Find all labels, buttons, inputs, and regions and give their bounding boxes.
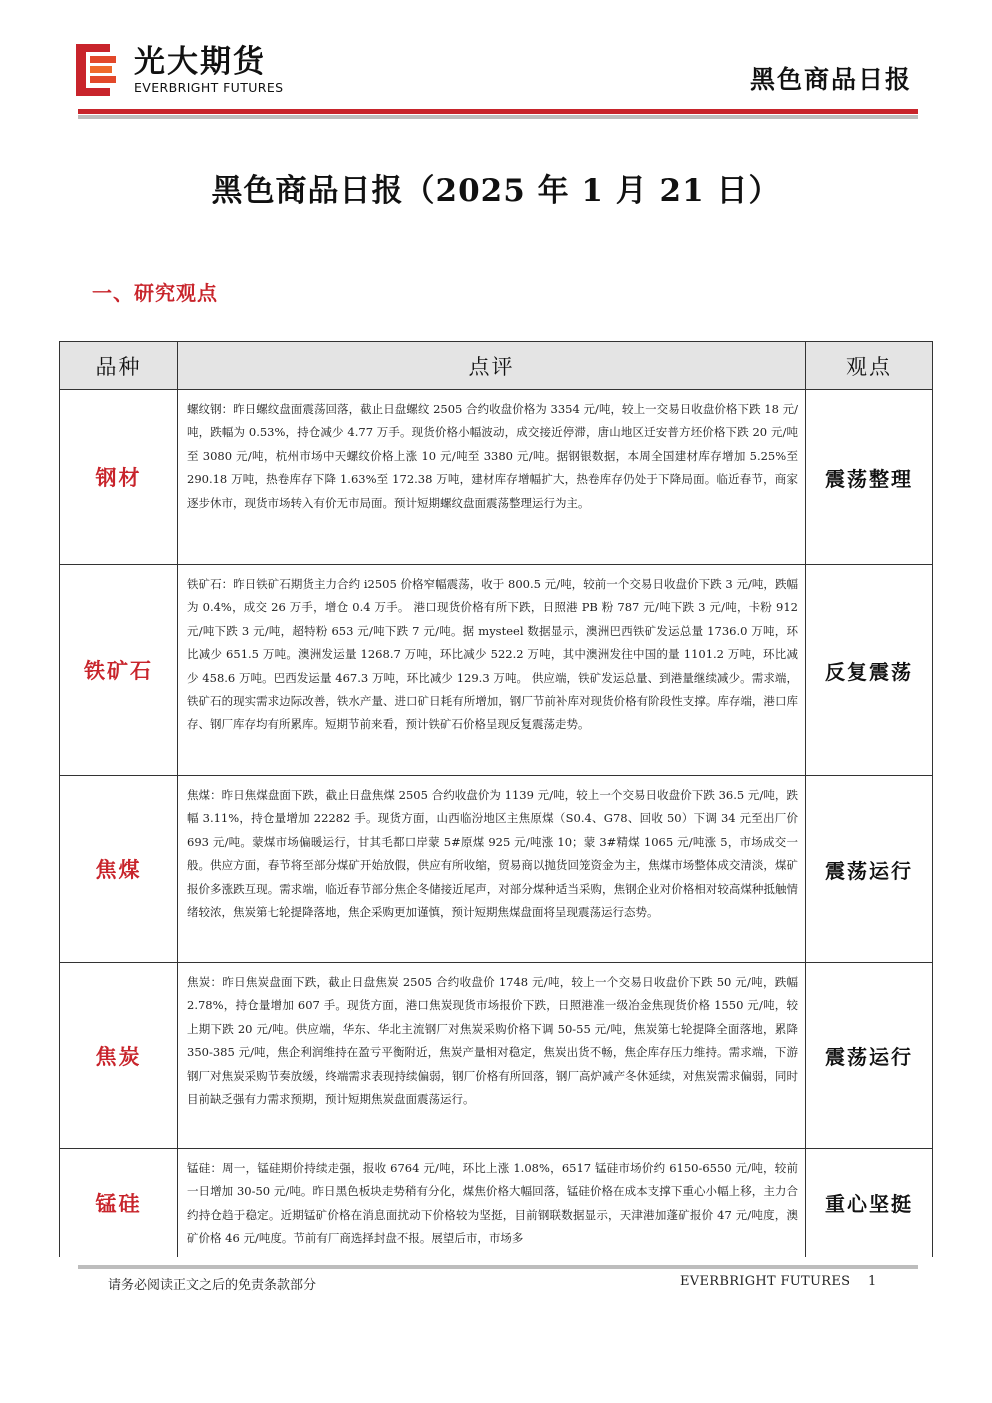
row-view: 反复震荡 (806, 565, 933, 776)
table-row (60, 390, 933, 565)
row-category: 焦煤 (60, 776, 178, 963)
page-header (0, 0, 992, 130)
footer-disclaimer: 请务必阅读正文之后的免责条款部分 (108, 1278, 317, 1293)
row-view: 震荡运行 (806, 963, 933, 1149)
row-category: 钢材 (60, 390, 178, 565)
row-category: 铁矿石 (60, 565, 178, 776)
header-comment: 点评 (178, 342, 806, 390)
row-category: 锰硅 (60, 1149, 178, 1257)
row-comment: 焦炭：昨日焦炭盘面下跌，截止日盘焦炭 2505 合约收盘价 1748 元/吨，较上一个交易日收盘价下跌 50 元/吨，跌幅 2.78%，持仓量增加 607 手。现货方面，港口焦炭现货市场报价下跌，日照港准一级冶金焦现货价格 1550 元/吨，较上期下跌 20 元/吨。供应端，华东、华北主流钢厂对焦炭采购价格下调 50-55 元/吨，焦炭第七轮提降全面落地，累降 350-385 元/吨，焦企利润维持在盈亏平衡附近，焦炭产量相对稳定，焦炭出货不畅，焦企库存压力维持。需求端，下游钢厂对焦炭采购节奏放缓，终端需求表现持续偏弱，钢厂价格有所回落，钢厂高炉减产冬休延续，对焦炭需求偏弱，同时目前缺乏强有力需求预期，预计短期焦炭盘面震荡运行。 (178, 963, 806, 1149)
logo-chinese-name: 光大期货 (134, 44, 266, 80)
research-table (59, 341, 933, 1257)
row-category: 焦炭 (60, 963, 178, 1149)
section-title: 一、研究观点 (92, 281, 218, 305)
row-view: 震荡整理 (806, 390, 933, 565)
header-gray-rule (78, 115, 918, 119)
page-number: 1 (868, 1274, 877, 1289)
footer-rule (78, 1265, 918, 1269)
row-view: 震荡运行 (806, 776, 933, 963)
everbright-logo-icon (76, 44, 118, 96)
row-view: 重心坚挺 (806, 1149, 933, 1257)
header-category: 品种 (60, 342, 178, 390)
table-row (60, 1149, 933, 1257)
row-comment: 铁矿石：昨日铁矿石期货主力合约 i2505 价格窄幅震荡，收于 800.5 元/吨，较前一个交易日收盘价下跌 3 元/吨，跌幅为 0.4%，成交 26 万手，增仓 0.4 万手。 港口现货价格有所下跌，日照港 PB 粉 787 元/吨下跌 3 元/吨，卡粉 912 元/吨下跌 3 元/吨，超特粉 653 元/吨下跌 7 元/吨。据 mysteel 数据显示，澳洲巴西铁矿发运总量 1736.0 万吨，环比减少 651.5 万吨。澳洲发运量 1268.7 万吨，环比减少 522.2 万吨，其中澳洲发往中国的量 1101.2 万吨，环比减少 458.6 万吨。巴西发运量 467.3 万吨，环比减少 129.3 万吨。 供应端，铁矿发运总量、到港量继续减少。需求端，铁矿石的现实需求边际改善，铁水产量、进口矿日耗有所增加，钢厂节前补库对现货价格有阶段性支撑。库存端，港口库存、钢厂库存均有所累库。短期节前来看，预计铁矿石价格呈现反复震荡走势。 (178, 565, 806, 776)
table-row (60, 565, 933, 776)
table-header-row (60, 342, 933, 390)
row-comment: 螺纹钢：昨日螺纹盘面震荡回落，截止日盘螺纹 2505 合约收盘价格为 3354 元/吨，较上一交易日收盘价格下跌 18 元/吨，跌幅为 0.53%，持仓减少 4.77 万手。现货价格小幅波动，成交接近停滞，唐山地区迁安普方坯价格下跌 20 元/吨至 3080 元/吨，杭州市场中天螺纹价格上涨 10 元/吨至 3380 元/吨。据钢银数据，本周全国建材库存增加 5.25%至 290.18 万吨，热卷库存下降 1.63%至 172.38 万吨，建材库存增幅扩大，热卷库存仍处于下降局面。临近春节，商家逐步休市，现货市场转入有价无市局面。预计短期螺纹盘面震荡整理运行为主。 (178, 390, 806, 565)
footer-brand: EVERBRIGHT FUTURES (680, 1274, 851, 1289)
header-view: 观点 (806, 342, 933, 390)
table-row (60, 776, 933, 963)
row-comment: 焦煤：昨日焦煤盘面下跌，截止日盘焦煤 2505 合约收盘价为 1139 元/吨，较上一个交易日收盘价下跌 36.5 元/吨，跌幅 3.11%，持仓量增加 22282 手。现货方面，山西临汾地区主焦原煤（S0.4、G78、回收 50）下调 34 元至出厂价 693 元/吨。蒙煤市场偏暖运行，甘其毛都口岸蒙 5#原煤 925 元/吨涨 10；蒙 3#精煤 1065 元/吨涨 5，市场成交一般。供应方面，春节将至部分煤矿开始放假，供应有所收缩，贸易商以抛货回笼资金为主，焦煤市场整体成交清淡，煤矿报价多涨跌互现。需求端，临近春节部分焦企冬储接近尾声，对部分煤种适当采购，焦钢企业对价格相对较高煤种抵触情绪较浓，焦炭第七轮提降落地，焦企采购更加谨慎，预计短期焦煤盘面将呈现震荡运行态势。 (178, 776, 806, 963)
header-report-name: 黑色商品日报 (749, 65, 912, 94)
row-comment: 锰硅：周一，锰硅期价持续走强，报收 6764 元/吨，环比上涨 1.08%，6517 锰硅市场价约 6150-6550 元/吨，较前一日增加 30-50 元/吨。昨日黑色板块走势稍有分化，煤焦价格大幅回落，锰硅价格在成本支撑下重心小幅上移，主力合约持仓趋于稳定。近期锰矿价格在消息面扰动下价格较为坚挺，目前钢联数据显示，天津港加蓬矿报价 47 元/吨度，澳矿价格 46 元/吨度。节前有厂商选择封盘不报。展望后市，市场多 (178, 1149, 806, 1257)
logo-english-name: EVERBRIGHT FUTURES (134, 80, 284, 95)
document-title: 黑色商品日报（2025 年 1 月 21 日） (211, 173, 781, 209)
header-red-rule (78, 109, 918, 114)
table-row (60, 963, 933, 1149)
